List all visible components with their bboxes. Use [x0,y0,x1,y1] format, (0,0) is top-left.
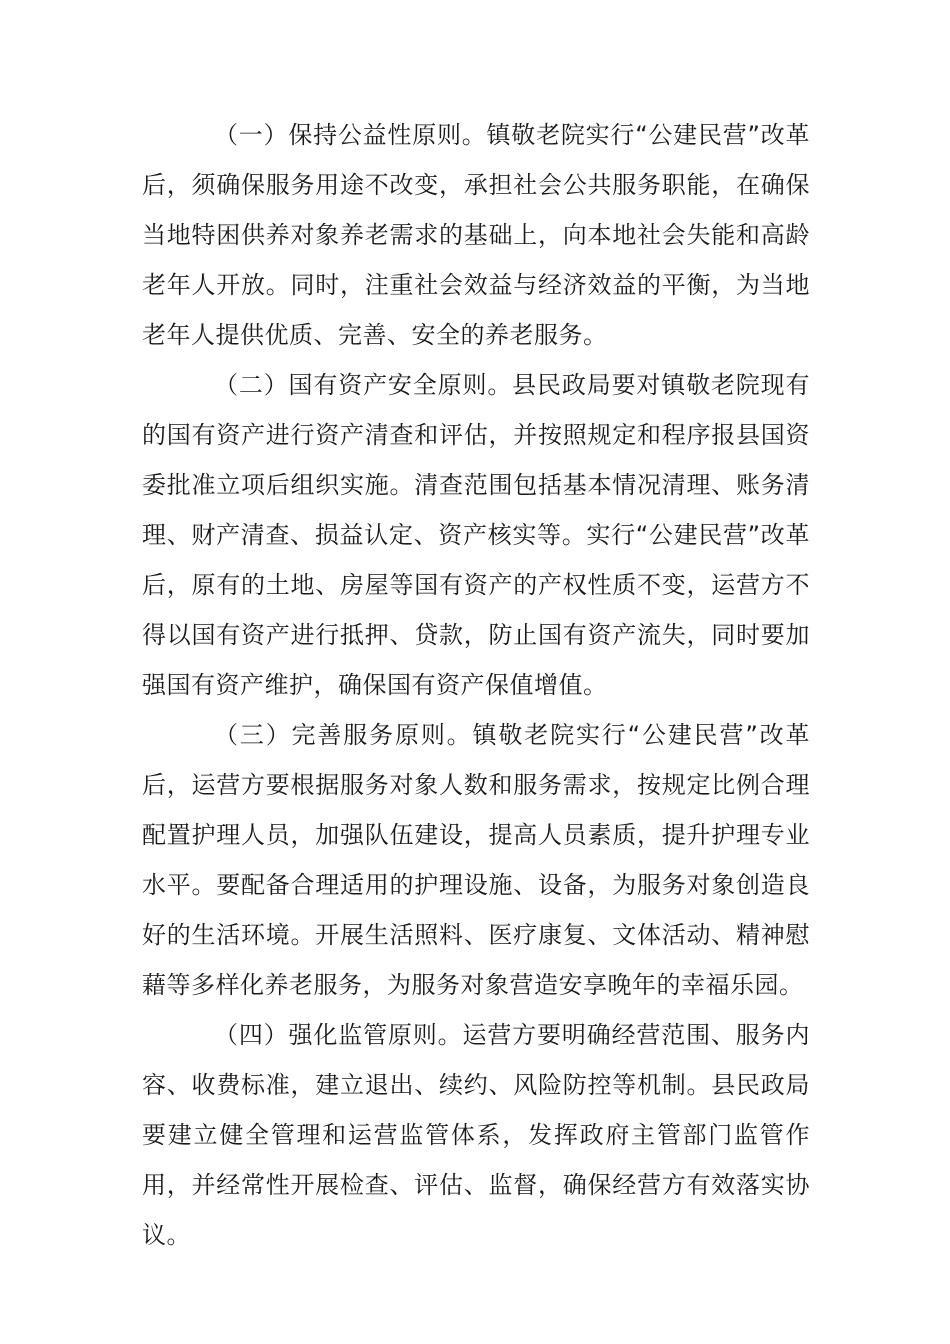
paragraph-principle-1: （一）保持公益性原则。镇敬老院实行“公建民营”改革后，须确保服务用途不改变，承担社会公共服务职能，在确保当地特困供养对象养老需求的基础上，向本地社会失能和高龄老年人开放。同时，注重社会效益与经济效益的平衡，为当地老年人提供优质、完善、安全的养老服务。 [142,121,810,349]
paragraph-principle-4: （四）强化监管原则。运营方要明确经营范围、服务内容、收费标准，建立退出、续约、风险防控等机制。县民政局要建立健全管理和运营监管体系，发挥政府主管部门监管作用，并经常性开展检查、评估、监督，确保经营方有效落实协议。 [142,1021,810,1249]
paragraph-principle-2: （二）国有资产安全原则。县民政局要对镇敬老院现有的国有资产进行资产清查和评估，并按照规定和程序报县国资委批准立项后组织实施。清查范围包括基本情况清理、账务清理、财产清查、损益认定、资产核实等。实行“公建民营”改革后，原有的土地、房屋等国有资产的产权性质不变，运营方不得以国有资产进行抵押、贷款，防止国有资产流失，同时要加强国有资产维护，确保国有资产保值增值。 [142,371,810,699]
paragraph-principle-3: （三）完善服务原则。镇敬老院实行“公建民营”改革后，运营方要根据服务对象人数和服务需求，按规定比例合理配置护理人员，加强队伍建设，提高人员素质，提升护理专业水平。要配备合理适用的护理设施、设备，为服务对象创造良好的生活环境。开展生活照料、医疗康复、文体活动、精神慰藉等多样化养老服务，为服务对象营造安享晚年的幸福乐园。 [142,721,810,999]
document-body [142,110,810,1260]
